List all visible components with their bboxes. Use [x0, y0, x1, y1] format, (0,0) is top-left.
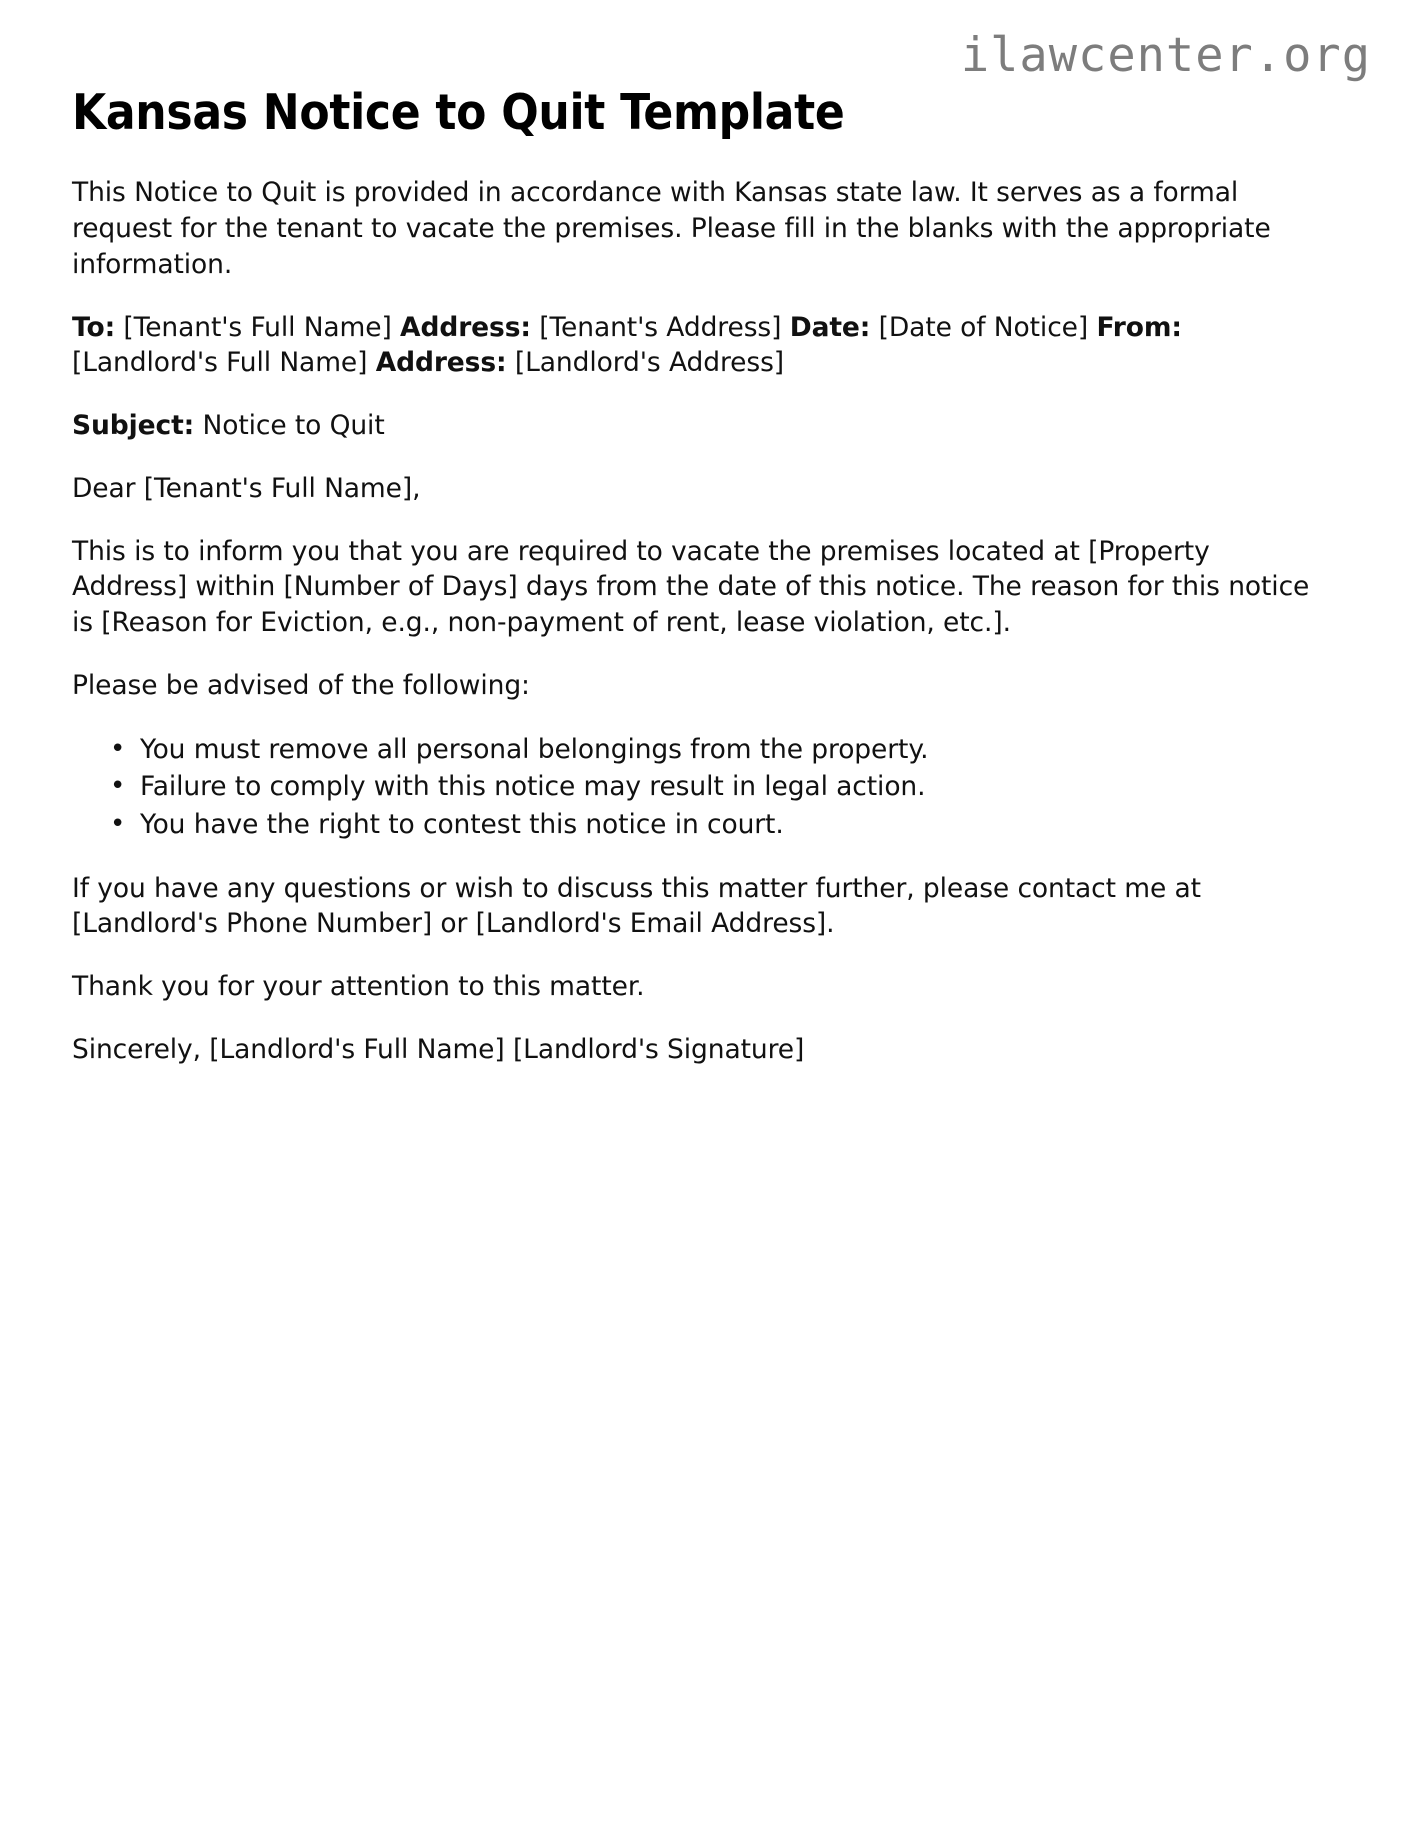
header-block: [72, 310, 1324, 382]
intro-paragraph: This Notice to Quit is provided in accordance with Kansas state law. It serves as a formal request for the tenant to vacate the premises. Please fill in the blanks with the appropriate information.: [72, 177, 1271, 280]
subject-line: [72, 408, 1324, 444]
list-item: • You have the right to contest this notice in court.: [140, 806, 1324, 844]
landlord-address-value: [Landlord's Address]: [514, 347, 785, 379]
to-value: [Tenant's Full Name]: [123, 311, 392, 343]
document-body: [72, 141, 1324, 1067]
from-value: [Landlord's Full Name]: [72, 347, 368, 379]
site-watermark: ilawcenter.org: [960, 28, 1371, 83]
contact-paragraph: If you have any questions or wish to discuss this matter further, please contact me at [Landlord's Phone Number] or [Landlord's Email Address].: [72, 872, 1201, 940]
main-paragraph: This is to inform you that you are required to vacate the premises located at [Property Address] within [Number of Days] days from the date of this notice. The reason for this notice is [Reason for Eviction, e.g., non-payment of rent, lease violation, etc.].: [72, 535, 1310, 639]
date-label: Date:: [789, 311, 871, 343]
salutation: Dear [Tenant's Full Name],: [72, 472, 421, 504]
closing-paragraph: Sincerely, [Landlord's Full Name] [Landlord's Signature]: [72, 1033, 805, 1065]
tenant-address-label: Address:: [400, 311, 531, 343]
from-label: From:: [1096, 311, 1182, 343]
landlord-address-label: Address:: [375, 347, 507, 379]
subject-value: Notice to Quit: [202, 410, 385, 442]
date-value: [Date of Notice]: [878, 311, 1089, 343]
page-title: Kansas Notice to Quit Template: [72, 84, 845, 141]
tenant-address-value: [Tenant's Address]: [539, 311, 782, 343]
list-item: • You must remove all personal belongings from the property.: [140, 731, 1324, 769]
subject-label: Subject:: [72, 410, 195, 442]
thanks-paragraph: Thank you for your attention to this matter.: [72, 971, 645, 1003]
advisory-list: [72, 731, 1324, 844]
advisory-lead: Please be advised of the following:: [72, 670, 530, 701]
to-label: To:: [72, 311, 116, 343]
list-item: • Failure to comply with this notice may result in legal action.: [140, 768, 1324, 806]
